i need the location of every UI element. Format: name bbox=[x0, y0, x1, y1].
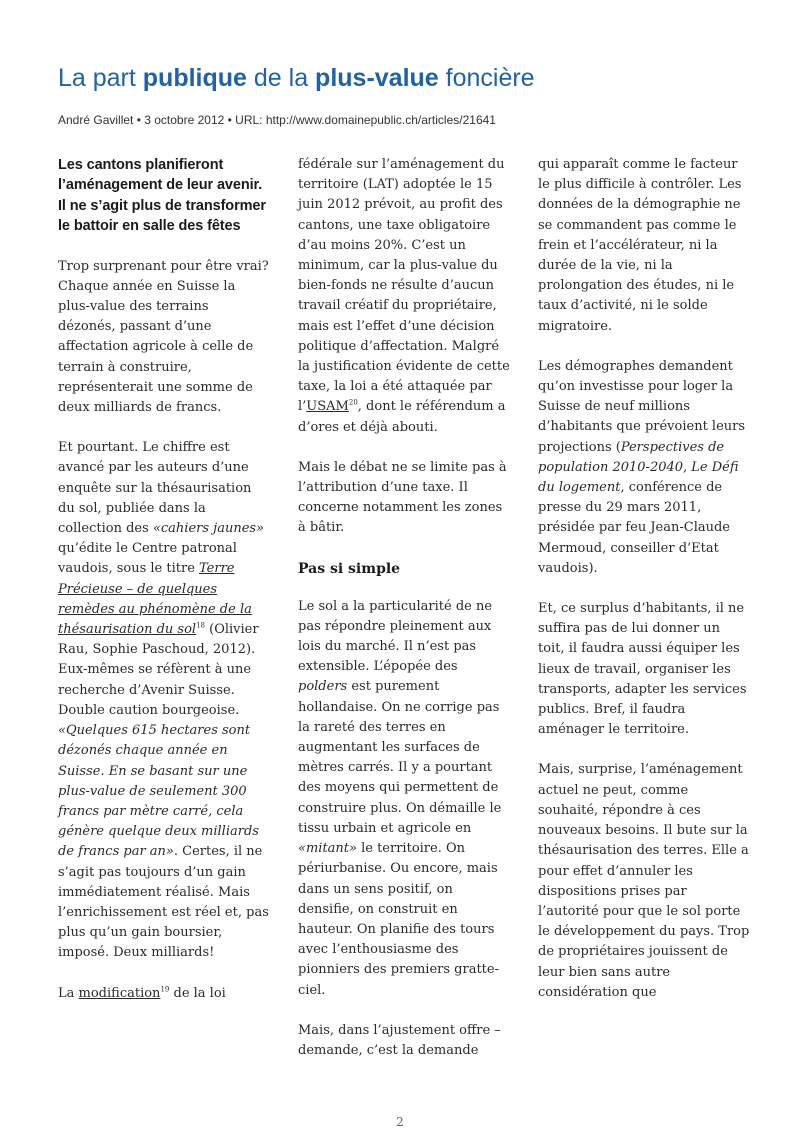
paragraph: qui apparaît comme le facteur le plus difficile à contrôler. Les données de la démographie ne se commandent pas comme le frein et l’accélérateur, ni la durée de la vie, ni la prolongation des études, ni le taux d’activité, ni le solde migratoire. bbox=[538, 157, 742, 334]
page-number: 2 bbox=[396, 1115, 404, 1129]
article-byline: André Gavillet • 3 octobre 2012 • URL: http://www.domainepublic.ch/articles/21641 bbox=[58, 113, 496, 127]
column-1 bbox=[58, 155, 270, 1024]
paragraph: Mais, dans l’ajustement offre – demande, c’est la demande bbox=[298, 1022, 501, 1058]
footnote-ref: 20 bbox=[348, 399, 358, 408]
column-2 bbox=[298, 155, 510, 1081]
footnote-ref: 19 bbox=[160, 985, 170, 994]
paragraph: Et, ce surplus d’habitants, il ne suffira pas de lui donner un toit, il faudra aussi équiper les lieux de travail, organiser les transports, adapter les services publics. Bref, il faudra aménager le territoire. bbox=[538, 601, 747, 738]
paragraph: Le sol a la particularité de ne pas répondre pleinement aux lois du marché. Il n’est pas extensible. L’épopée des polders est purement hollandaise. On ne corrige pas la rareté des terres en augmentant les surfaces de mètres carrés. Il y a pourtant des moyens qui permettent de construire plus. On démaille le tissu urbain et agricole en «mitant» le territoire. On périurbanise. Ou encore, mais dans un sens positif, on densifie, on construit en hauteur. On planifie des tours avec l’enthousiasme des pionniers des premiers gratte-ciel. bbox=[298, 598, 502, 998]
paragraph: Les démographes demandent qu’on investisse pour loger la Suisse de neuf millions d’habitants que prévoient leurs projections (Perspectives de population 2010-2040, Le Défi du logement, conférence de presse du 29 mars 2011, présidée par feu Jean-Claude Mermoud, conseiller d’Etat vaudois). bbox=[538, 358, 746, 576]
article-lead: Les cantons planifieront l’aménagement de leur avenir. Il ne s’agit plus de transformer le battoir en salle des fêtes bbox=[58, 157, 266, 235]
column-3 bbox=[538, 155, 750, 1023]
article-title: La part publique de la plus-value foncière bbox=[58, 64, 535, 92]
footnote-ref: 18 bbox=[196, 621, 205, 630]
paragraph: Et pourtant. Le chiffre est avancé par les auteurs d’une enquête sur la thésaurisation du sol, publiée dans la collection des «cahiers jaunes» qu’édite le Centre patronal vaudois, sous le titre Terre Précieuse – de quelques remèdes au phénomène de la thésaurisation du sol$^{18}$ (Olivier Rau, Sophie Paschoud, 2012). Eux-mêmes se réfèrent à une recherche d’Avenir Suisse. Double caution bourgeoise. «Quelques 615 hectares sont dézonés chaque année en Suisse. En se basant sur une plus-value de seulement 300 francs par mètre carré, cela génère quelque deux milliards de francs par an». Certes, il ne s’agit pas toujours d’un gain immédiatement réalisé. Mais l’enrichissement est réel et, pas plus qu’un gain boursier, imposé. Deux milliards! bbox=[58, 440, 269, 961]
footnote-link-terre-precieuse[interactable]: Terre Précieuse – de quelques remèdes au phénomène de la thésaurisation du sol bbox=[58, 561, 252, 638]
footnote-link-usam[interactable]: USAM bbox=[306, 399, 349, 415]
paragraph: Mais, surprise, l’aménagement actuel ne peut, comme souhaité, répondre à ces nouveaux besoins. Il bute sur la thésaurisation des terres. Elle a pour effet d’annuler les dispositions prises par l’autorité pour que le sol porte le développement du pays. Trop de propriétaires jouissent de leur bien sans autre considération que bbox=[538, 762, 750, 1000]
footnote-link-modification[interactable]: modification bbox=[78, 985, 161, 1001]
paragraph: Trop surprenant pour être vrai? Chaque année en Suisse la plus-value des terrains dézonés, passant d’une affectation agricole à celle de terrain à construire, représenterait une somme de deux milliards de francs. bbox=[58, 258, 269, 416]
paragraph: fédérale sur l’aménagement du territoire (LAT) adoptée le 15 juin 2012 prévoit, au profit des cantons, une taxe obligatoire d’au moins 20%. C’est un minimum, car la plus-value du bien-fonds ne résulte d’aucun travail créatif du propriétaire, mais est l’effet d’une décision politique d’affectation. Malgré la justification évidente de cette taxe, la loi a été attaquée par l’USAM$^{20}$, dont le référendum a d’ores et déjà abouti. bbox=[298, 157, 510, 435]
section-heading: Pas si simple bbox=[298, 560, 401, 577]
paragraph: Mais le débat ne se limite pas à l’attribution d’une taxe. Il concerne notamment les zones à bâtir. bbox=[298, 459, 507, 536]
paragraph: La modification$^{19}$ de la loi bbox=[58, 985, 226, 1001]
